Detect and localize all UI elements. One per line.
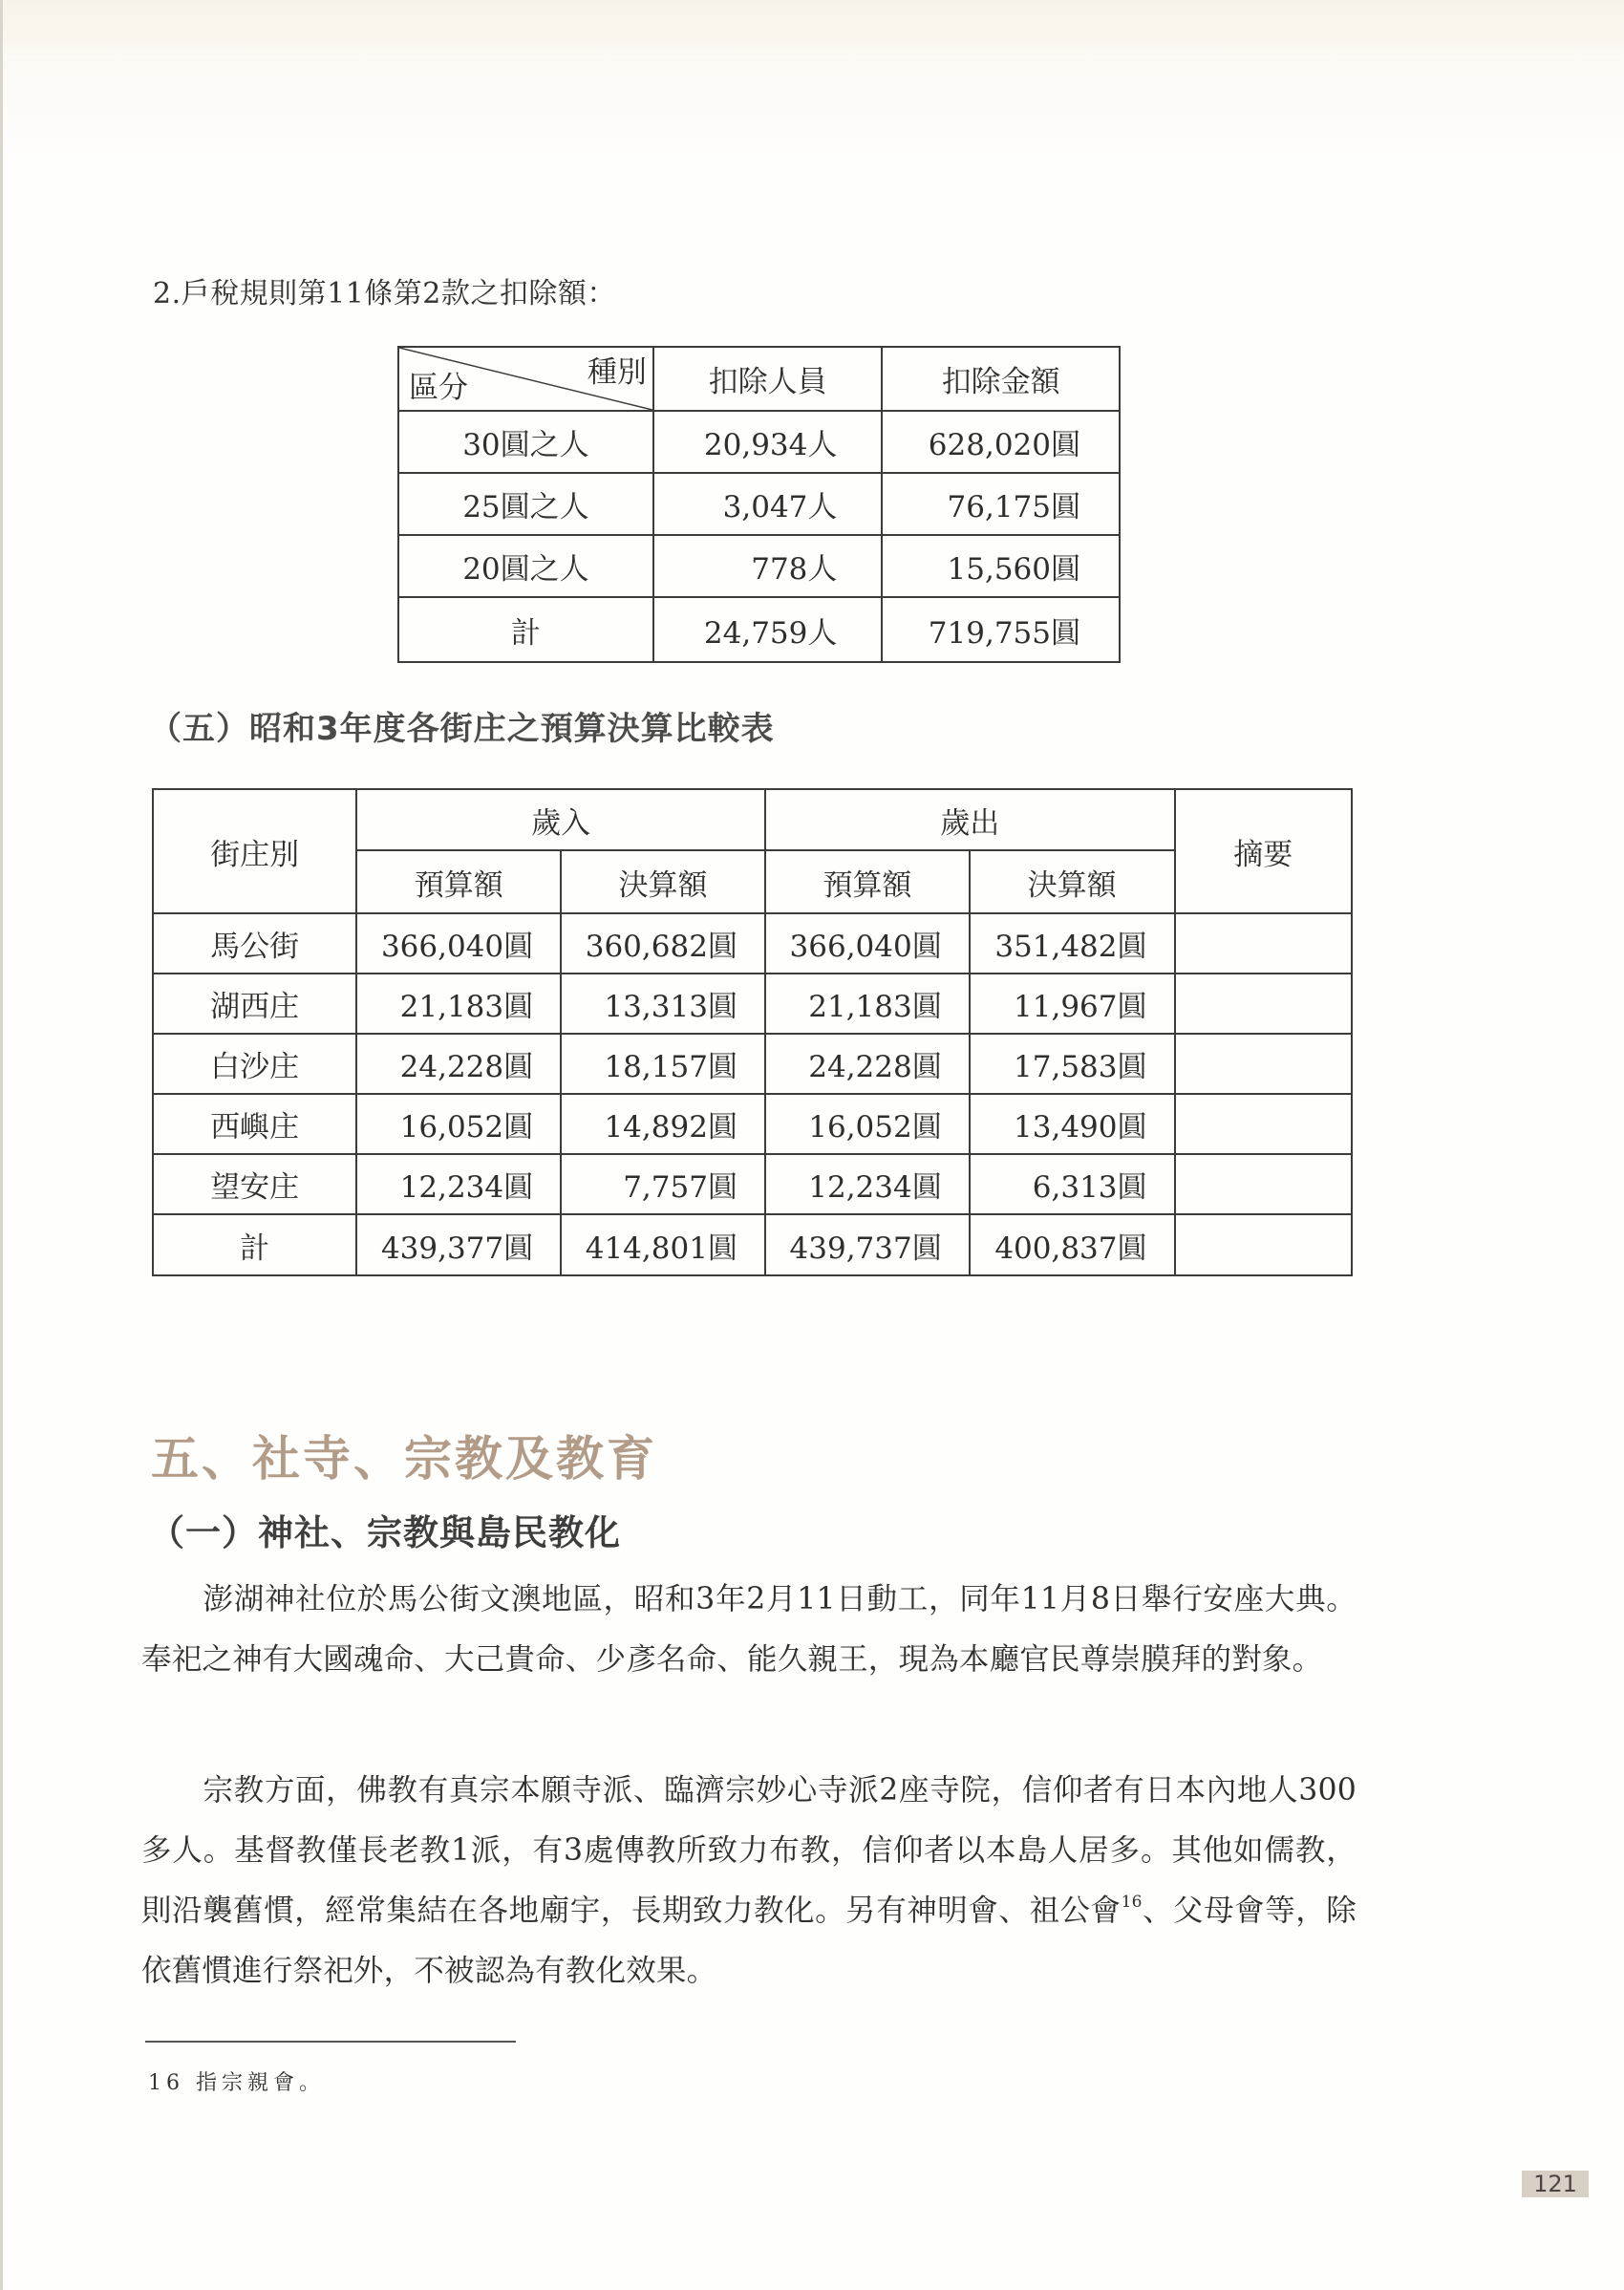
notes-cell — [1175, 1034, 1352, 1094]
amount-cell: 719,755圓 — [882, 597, 1120, 662]
income-settled-header: 決算額 — [561, 850, 765, 913]
total-row — [398, 597, 1120, 662]
body-paragraph — [141, 1570, 1357, 1690]
notes-cell — [1175, 913, 1352, 974]
income-settled-cell: 14,892圓 — [561, 1094, 765, 1154]
footnote-divider — [145, 2041, 516, 2043]
row-label: 計 — [398, 597, 653, 662]
town-cell: 白沙庄 — [153, 1034, 356, 1094]
notes-cell — [1175, 974, 1352, 1034]
budget-heading: （五）昭和3年度各街庄之預算決算比較表 — [149, 710, 775, 748]
section-title: 五、社寺、宗教及教育 — [151, 1431, 657, 1487]
expense-budget-cell: 21,183圓 — [765, 974, 970, 1034]
corner-top-right-label: 種別 — [587, 355, 647, 390]
income-settled-cell: 18,157圓 — [561, 1034, 765, 1094]
footnote: 16 指宗親會。 — [148, 2071, 325, 2095]
amount-cell: 76,175圓 — [882, 473, 1120, 535]
page-header-fade — [0, 59, 1624, 164]
expense-settled-cell: 13,490圓 — [970, 1094, 1175, 1154]
income-settled-cell: 7,757圓 — [561, 1154, 765, 1214]
expense-group-header: 歲出 — [765, 789, 1175, 850]
expense-budget-cell: 16,052圓 — [765, 1094, 970, 1154]
paragraph-text: 澎湖神社位於馬公街文澳地區，昭和3年2月11日動工，同年11月8日舉行安座大典。奉祀之神有大國魂命、大己貴命、少彥名命、能久親王，現為本廳官民尊崇膜拜的對象。 — [141, 1582, 1357, 1677]
town-cell: 計 — [153, 1214, 356, 1275]
income-settled-cell: 360,682圓 — [561, 913, 765, 974]
income-group-header: 歲入 — [356, 789, 765, 850]
page-edge — [0, 0, 3, 2290]
page-header-band — [0, 0, 1624, 59]
persons-cell: 20,934人 — [653, 411, 883, 473]
expense-settled-cell: 6,313圓 — [970, 1154, 1175, 1214]
persons-cell: 24,759人 — [653, 597, 883, 662]
table-row — [153, 1034, 1352, 1094]
column-header: 扣除人員 — [653, 347, 883, 411]
expense-budget-cell: 439,737圓 — [765, 1214, 970, 1275]
expense-settled-cell: 400,837圓 — [970, 1214, 1175, 1275]
income-budget-cell: 366,040圓 — [356, 913, 561, 974]
paragraph-text: 宗教方面，佛教有真宗本願寺派、臨濟宗妙心寺派2座寺院，信仰者有日本內地人300多人。基督教僅長老教1派，有3處傳教所致力布教，信仰者以本島人居多。其他如儒教，則沿襲舊慣，經常集結在各地廟宇，長期致力教化。另有神明會、祖公會 — [141, 1773, 1357, 1928]
table-row — [153, 913, 1352, 974]
town-cell: 馬公街 — [153, 913, 356, 974]
deduction-table — [397, 346, 1121, 663]
corner-header-cell — [398, 347, 653, 411]
amount-cell: 628,020圓 — [882, 411, 1120, 473]
section-subtitle: （一）神社、宗教與島民教化 — [149, 1512, 621, 1553]
income-settled-cell: 414,801圓 — [561, 1214, 765, 1275]
expense-settled-cell: 11,967圓 — [970, 974, 1175, 1034]
row-label: 30圓之人 — [398, 411, 653, 473]
table-row — [398, 411, 1120, 473]
income-budget-cell: 21,183圓 — [356, 974, 561, 1034]
table-row — [398, 535, 1120, 597]
expense-budget-cell: 12,234圓 — [765, 1154, 970, 1214]
expense-budget-cell: 24,228圓 — [765, 1034, 970, 1094]
table-header-row — [398, 347, 1120, 411]
paragraph-text: 、父母會等，除依舊慣進行祭祀外，不被認為有教化效果。 — [141, 1894, 1357, 1988]
page-number: 121 — [1522, 2171, 1589, 2197]
town-cell: 望安庄 — [153, 1154, 356, 1214]
income-settled-cell: 13,313圓 — [561, 974, 765, 1034]
table-row — [153, 1094, 1352, 1154]
income-budget-cell: 24,228圓 — [356, 1034, 561, 1094]
income-budget-header: 預算額 — [356, 850, 561, 913]
amount-cell: 15,560圓 — [882, 535, 1120, 597]
notes-cell — [1175, 1214, 1352, 1275]
row-label: 25圓之人 — [398, 473, 653, 535]
expense-settled-header: 決算額 — [970, 850, 1175, 913]
table-row — [153, 1154, 1352, 1214]
column-header: 扣除金額 — [882, 347, 1120, 411]
town-column-header: 街庄別 — [153, 789, 356, 913]
expense-budget-header: 預算額 — [765, 850, 970, 913]
body-paragraph — [141, 1761, 1357, 2001]
table-header-row — [153, 789, 1352, 850]
footnote-reference[interactable]: 16 — [1121, 1893, 1143, 1912]
item-heading: 2.戶稅規則第11條第2款之扣除額： — [153, 277, 616, 310]
expense-settled-cell: 17,583圓 — [970, 1034, 1175, 1094]
income-budget-cell: 16,052圓 — [356, 1094, 561, 1154]
town-cell: 湖西庄 — [153, 974, 356, 1034]
notes-cell — [1175, 1094, 1352, 1154]
table-row — [153, 974, 1352, 1034]
expense-settled-cell: 351,482圓 — [970, 913, 1175, 974]
income-budget-cell: 12,234圓 — [356, 1154, 561, 1214]
expense-budget-cell: 366,040圓 — [765, 913, 970, 974]
budget-table — [152, 788, 1353, 1276]
corner-bottom-left-label: 區分 — [409, 371, 468, 405]
row-label: 20圓之人 — [398, 535, 653, 597]
persons-cell: 778人 — [653, 535, 883, 597]
table-row — [398, 473, 1120, 535]
town-cell: 西嶼庄 — [153, 1094, 356, 1154]
total-row — [153, 1214, 1352, 1275]
income-budget-cell: 439,377圓 — [356, 1214, 561, 1275]
notes-column-header: 摘要 — [1175, 789, 1352, 913]
persons-cell: 3,047人 — [653, 473, 883, 535]
notes-cell — [1175, 1154, 1352, 1214]
